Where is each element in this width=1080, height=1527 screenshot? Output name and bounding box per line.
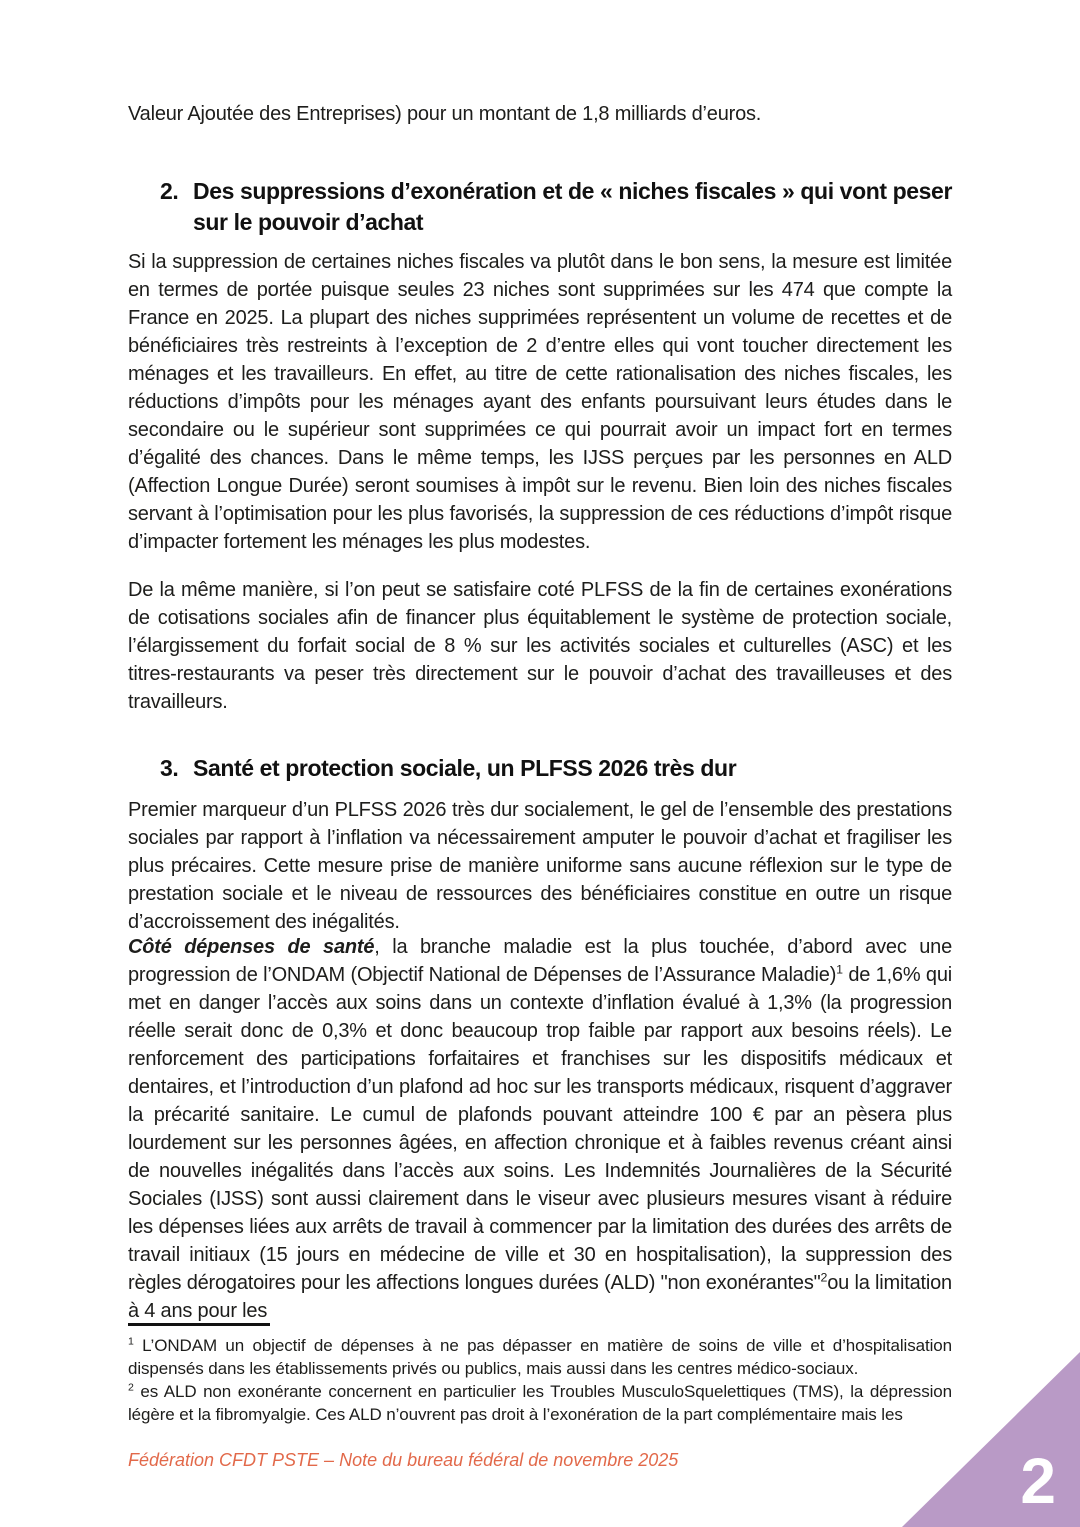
page-number: 2 (1020, 1445, 1056, 1517)
section-3-heading (160, 753, 952, 784)
section-2-title: Des suppressions d’exonération et de « niches fiscales » qui vont peser sur le pouvoir d’achat (193, 178, 952, 235)
section-2-heading (160, 176, 952, 238)
footnote-reference-2: 2 (820, 1270, 828, 1285)
section-3-paragraph-1: Premier marqueur d’un PLFSS 2026 très dur socialement, le gel de l’ensemble des prestations sociales par rapport à l’inflation va nécessairement amputer le pouvoir d’achat et fragiliser les plus précaires. Cette mesure prise de manière uniforme sans aucune réflexion sur le type de prestation sociale et le niveau de ressources des bénéficiaires constitue en outre un risque d’accroissement des inégalités. (128, 799, 952, 933)
footnote-2-marker: 2 (128, 1381, 134, 1394)
health-spending-paragraph (128, 933, 952, 1325)
section-2-number: 2. (160, 178, 179, 204)
footnote-2-text: es ALD non exonérante concernent en particulier les Troubles MusculoSquelettiques (TMS), la dépression légère et la fibromyalgie. Ces ALD n’ouvrent pas droit à l’exonération de la part complémentaire mais les (128, 1382, 952, 1424)
health-spending-segment-3: ou la limitation à 4 ans pour les (128, 1272, 952, 1322)
section-3-title: Santé et protection sociale, un PLFSS 2026 très dur (193, 755, 737, 781)
intro-paragraph: Valeur Ajoutée des Entreprises) pour un montant de 1,8 milliards d’euros. (128, 103, 762, 125)
section-3-number: 3. (160, 755, 179, 781)
section-2-paragraph-2: De la même manière, si l’on peut se satisfaire coté PLFSS de la fin de certaines exonérations de cotisations sociales afin de financer plus équitablement le système de protection sociale, l’élargissement du forfait social de 8 % sur les activités sociales et culturelles (ASC) et les titres-restaurants va peser très directement sur le pouvoir d’achat des travailleuses et des travailleurs. (128, 579, 952, 713)
footnote-1 (128, 1334, 952, 1380)
footnote-reference-1: 1 (836, 962, 843, 977)
page-footer: Fédération CFDT PSTE – Note du bureau fédéral de novembre 2025 (128, 1450, 679, 1470)
footnote-1-marker: 1 (128, 1335, 134, 1348)
footnote-2 (128, 1380, 952, 1426)
health-spending-segment-2: de 1,6% qui met en danger l’accès aux soins dans un contexte d’inflation évalué à 1,3% (la progression réelle serait donc de 0,3% et donc beaucoup trop faible par rapport aux besoins réels). Le renforcement des participations forfaitaires et franchises sur les dispositifs médicaux et dentaires, et l’introduction d’un plafond ad hoc sur les transports médicaux, risquent d’aggraver la précarité sanitaire. Le cumul de plafonds pouvant atteindre 100 € par an pèsera plus lourdement sur les personnes âgées, en affection chronique et à faibles revenus créant ainsi de nouvelles inégalités dans l’accès aux soins. Les Indemnités Journalières de la Sécurité Sociales (IJSS) sont aussi clairement dans le viseur avec plusieurs mesures visant à réduire les dépenses liées aux arrêts de travail à commencer par la limitation des durées des arrêts de travail initiaux (15 jours en médecine de ville et 30 en hospitalisation), la suppression des règles dérogatoires pour les affections longues durées (ALD) "non exonérantes" (128, 964, 952, 1294)
footnotes-area (128, 1334, 952, 1426)
footnote-separator (128, 1323, 270, 1326)
health-spending-lead: Côté dépenses de santé (128, 936, 375, 958)
section-2-paragraph-1: Si la suppression de certaines niches fiscales va plutôt dans le bon sens, la mesure est limitée en termes de portée puisque seules 23 niches sont supprimées sur les 474 que compte la France en 2025. La plupart des niches supprimées représentent un volume de recettes et de bénéficiaires très restreints à l’exception de 2 d’entre elles qui vont toucher directement les ménages et les travailleurs. En effet, au titre de cette rationalisation des niches fiscales, les réductions d’impôts pour les ménages ayant des enfants poursuivant leurs études dans le secondaire ou le supérieur sont supprimées ce qui pourrait avoir un impact fort en termes d’égalité des chances. Dans le même temps, les IJSS perçues par les personnes en ALD (Affection Longue Durée) seront soumises à impôt sur le revenu. Bien loin des niches fiscales servant à l’optimisation pour les plus favorisés, la suppression de ces réductions d’impôt risque d’impacter fortement les ménages les plus modestes. (128, 251, 952, 553)
health-spending-segment-1: , la branche maladie est la plus touchée, d’abord avec une progression de l’ONDAM (Objectif National de Dépenses de l’Assurance Maladie) (128, 936, 952, 986)
footnote-1-text: L’ONDAM un objectif de dépenses à ne pas dépasser en matière de soins de ville et d’hospitalisation dispensés dans les établissements privés ou publics, mais aussi dans les centres médico-sociaux. (128, 1336, 952, 1378)
